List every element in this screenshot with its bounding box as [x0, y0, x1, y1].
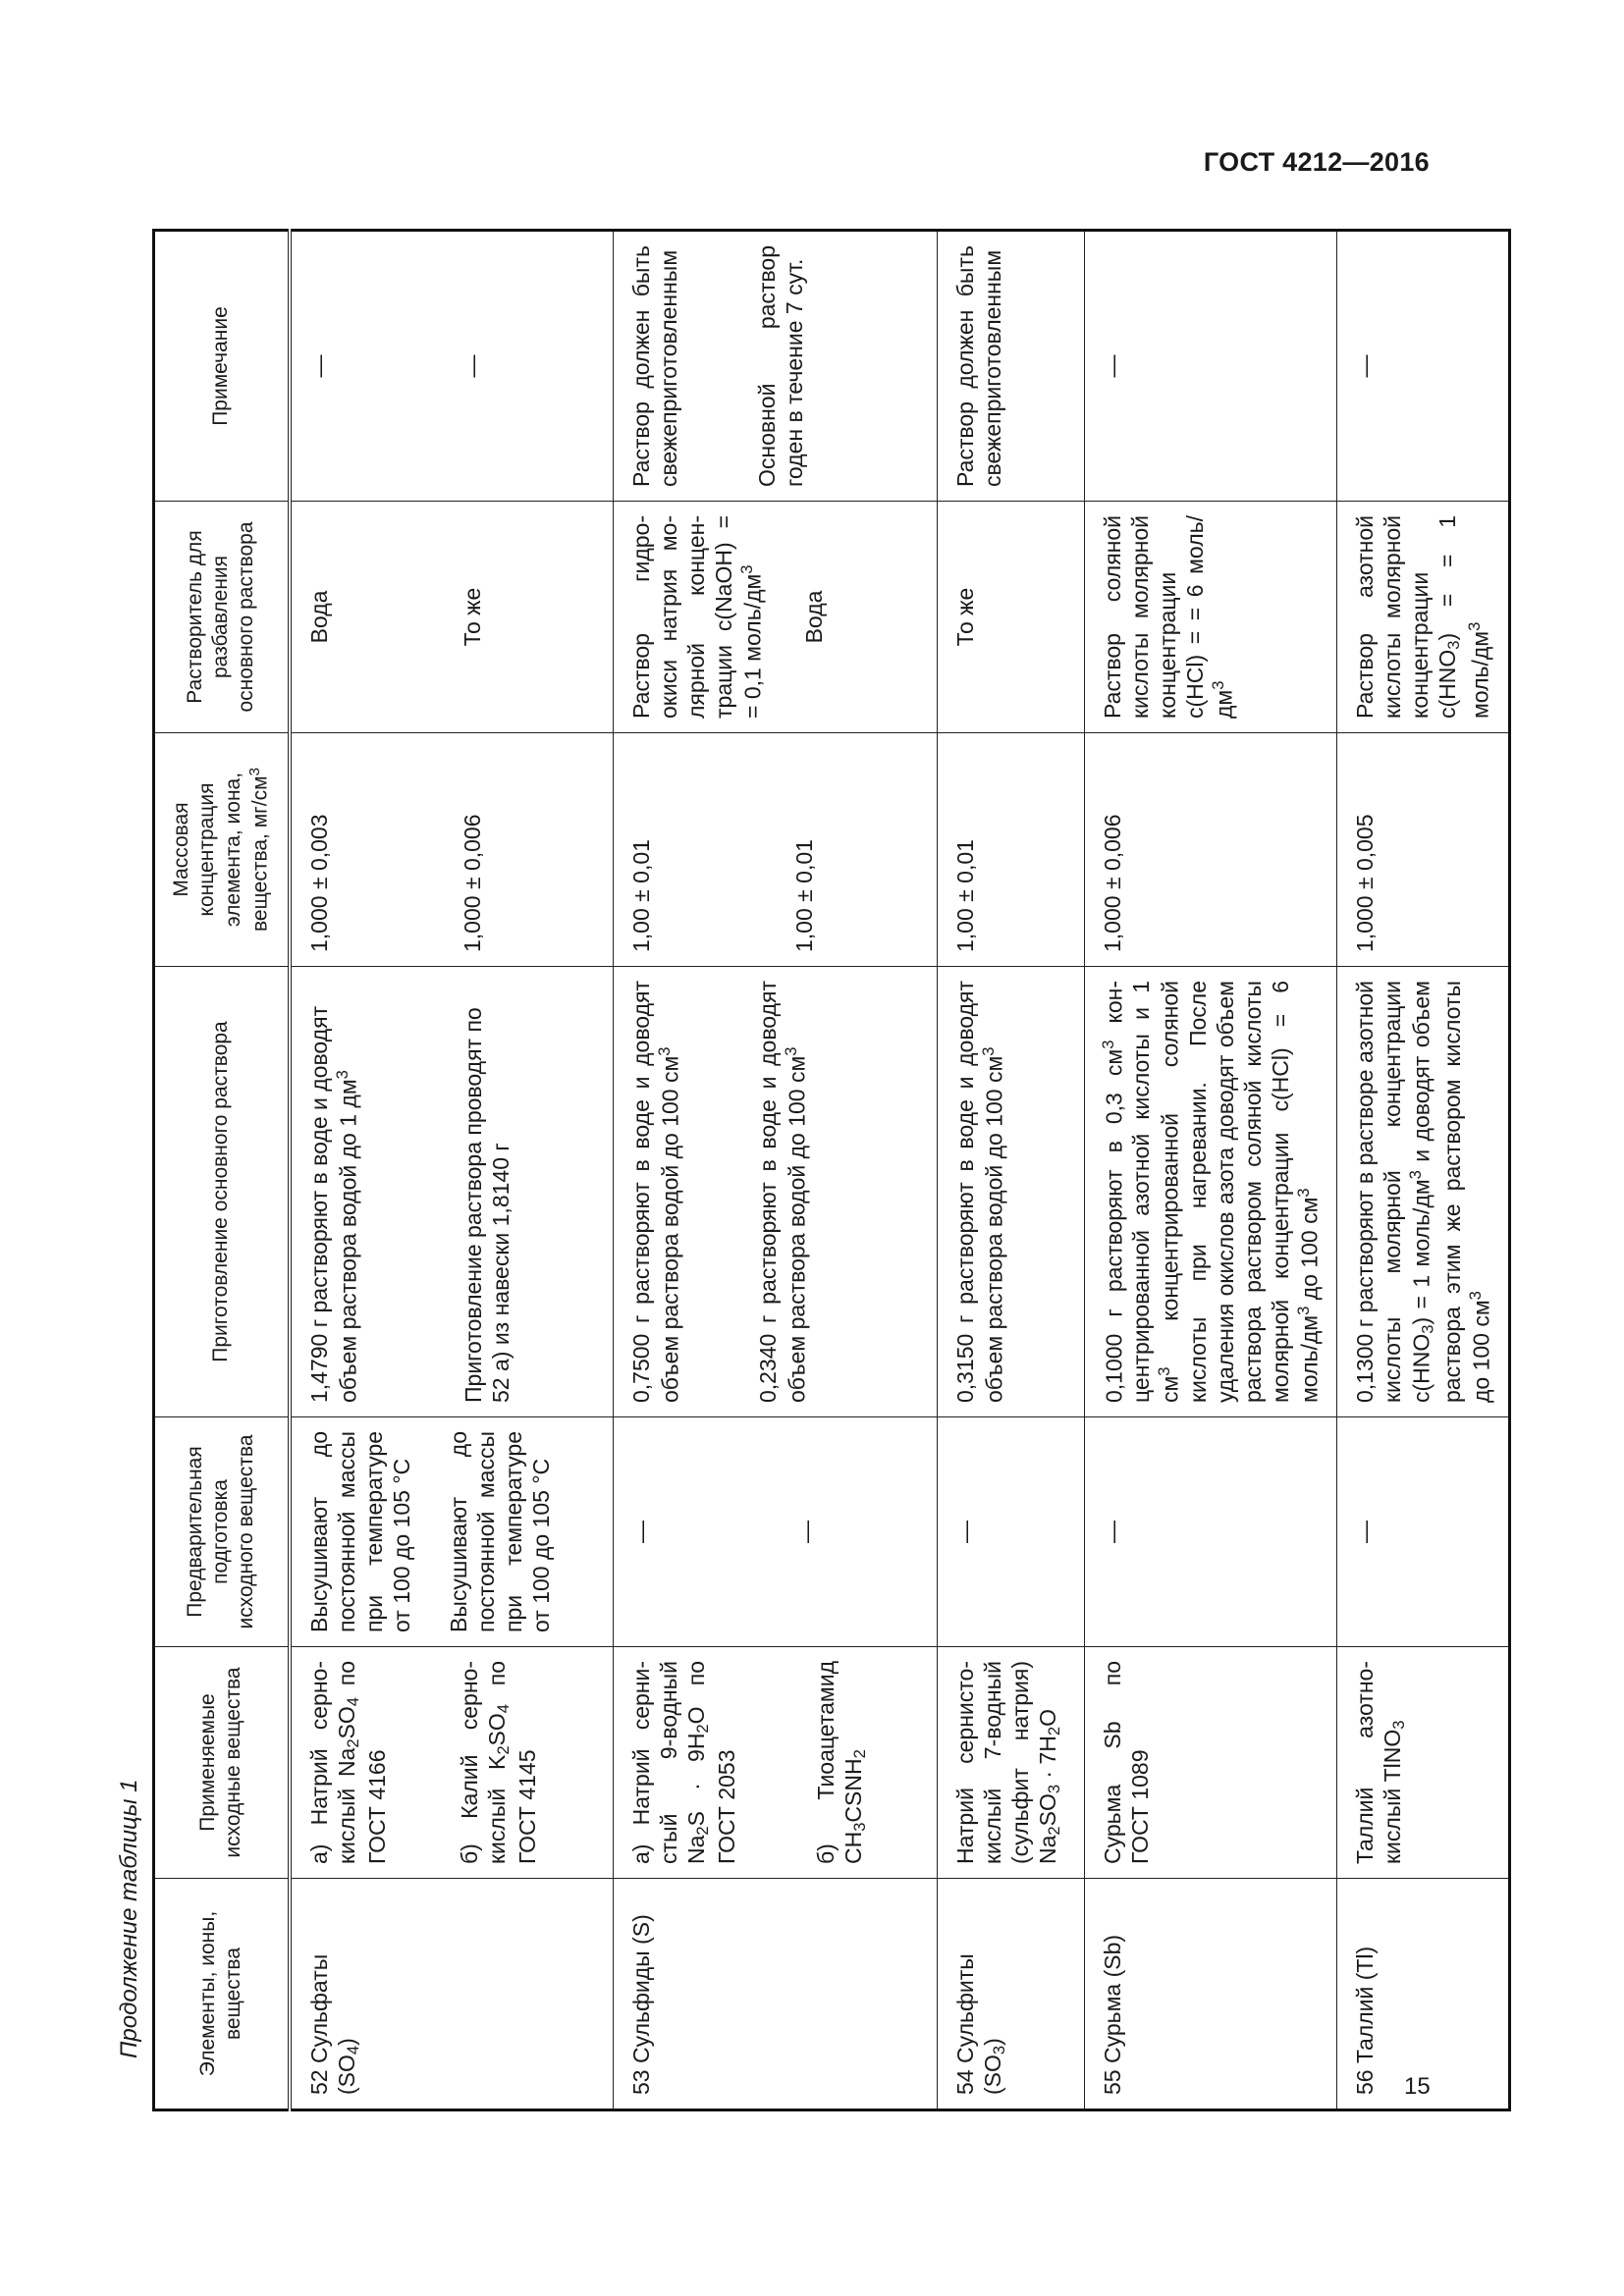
cell-solvent: Раствор соляной кислоты молярной концентрации c(HCl) = = 6 моль/$дм^3$ [1085, 502, 1337, 733]
col-header-mass-concentration: Массовая концентрация элемента, иона, вещества, $мг/см^3$ [154, 733, 290, 967]
cell-concentration: 1,00 ± 0,01 [938, 733, 1085, 967]
col-header-note: Примечание [154, 231, 290, 502]
cell-stock-solution: 0,3150 г растворяют в воде и доводят объем раствора водой до 100 $см^3$ [938, 967, 1085, 1417]
table-caption: Продолжение таблицы 1 [116, 1779, 142, 2058]
col-header-preparation: Предварительная подготовка исходного вещества [154, 1417, 290, 1647]
cell-stock-solution: 0,1000 г растворяют в 0,3 $см^3$ концентрированной азотной кислоты и 1 $см^3$ концентрированной соляной кислоты при нагревании. После удаления окислов азота доводят объем раствора раствором соляной кислоты молярной концентрации c(HCl) = 6 моль/$дм^3$ до 100 $см^3$ [1085, 967, 1337, 1417]
cell-note: — — [290, 231, 614, 502]
col-header-elements: Элементы, ионы, вещества [154, 1879, 290, 2110]
cell-element: 52 Сульфаты $(SO_4)$ [290, 1879, 614, 2110]
rotated-table-block [106, 192, 1494, 2111]
cell-source: а) Натрий сернистый 9-водный $Na_2S \cdot 9H_2O$ по ГОСТ 2053 б) Тиоацетамид $CH_3CSNH_2$ [614, 1647, 938, 1879]
table-row-54 [938, 231, 1085, 2110]
cell-source: Сурьма Sb по ГОСТ 1089 [1085, 1647, 1337, 1879]
page-number: 15 [1404, 2073, 1431, 2100]
col-header-stock-solution: Приготовление основного раствора [154, 967, 290, 1417]
table-row-52 [290, 231, 614, 2110]
cell-concentration: 1,000 ± 0,006 [1085, 733, 1337, 967]
cell-stock-solution: 1,4790 г растворяют в воде и доводят объем раствора водой до 1 $дм^3$ Приготовление раствора проводят по 52 а) из навески 1,8140 г [290, 967, 614, 1417]
cell-preparation: Высушивают до постоянной массы при температуре от 100 до 105 °С Высушивают до постоянной массы при температуре от 100 до 105 °С [290, 1417, 614, 1647]
cell-concentration: 1,00 ± 0,01 1,00 ± 0,01 [614, 733, 938, 967]
cell-concentration: 1,000 ± 0,005 [1337, 733, 1510, 967]
reagents-table [152, 229, 1511, 2111]
cell-element: 54 Сульфиты $(SO_3)$ [938, 1879, 1085, 2110]
cell-element: 53 Сульфиды (S) [614, 1879, 938, 2110]
cell-preparation: — [1085, 1417, 1337, 1647]
cell-stock-solution: 0,1300 г растворяют в растворе азотной кислоты молярной концентрации $c(HNO_3) = 1$ моль/$дм^3$ и доводят объем раствора этим же раствором кислоты до 100 $см^3$ [1337, 967, 1510, 1417]
table-row-55 [1085, 231, 1337, 2110]
table-row-53 [614, 231, 938, 2110]
cell-solvent: Вода То же [290, 502, 614, 733]
cell-concentration: 1,000 ± 0,003 1,000 ± 0,006 [290, 733, 614, 967]
cell-solvent: Раствор гидроокиси натрия молярной концентрации c(NaOH) = = 0,1 моль/$дм^3$ Вода [614, 502, 938, 733]
cell-element: 56 Таллий (Tl) [1337, 1879, 1510, 2110]
cell-preparation: — [938, 1417, 1085, 1647]
table-row-56 [1337, 231, 1510, 2110]
cell-preparation: — [1337, 1417, 1510, 1647]
cell-note: Раствор должен быть свежеприготовленным Основной раствор годен в течение 7 сут. [614, 231, 938, 502]
cell-solvent: То же [938, 502, 1085, 733]
cell-source [290, 1647, 614, 1879]
col-header-solvent: Растворитель для разбавления основного раствора [154, 502, 290, 733]
cell-stock-solution: 0,7500 г растворяют в воде и доводят объем раствора водой до 100 $см^3$ 0,2340 г растворяют в воде и доводят объем раствора водой до 100 $см^3$ [614, 967, 938, 1417]
cell-note: Раствор должен быть свежеприготовленным [938, 231, 1085, 502]
cell-element: 55 Сурьма (Sb) [1085, 1879, 1337, 2110]
cell-solvent: Раствор азотной кислоты молярной концентрации $c(HNO_3)$ = = 1 моль/$дм^3$ [1337, 502, 1510, 733]
col-header-source-substances: Применяемые исходные вещества [154, 1647, 290, 1879]
source-a: а) Натрий сернокислый $Na_2SO_4$ по ГОСТ 4166 [305, 1661, 390, 1864]
cell-preparation: — — [614, 1417, 938, 1647]
cell-note: — [1337, 231, 1510, 502]
standard-code: ГОСТ 4212—2016 [1203, 147, 1430, 177]
cell-source: Натрий сернистокислый 7-водный (сульфит натрия) $Na_2SO_3 \cdot 7H_2O$ [938, 1647, 1085, 1879]
header-row [154, 231, 290, 2110]
cell-note: — [1085, 231, 1337, 502]
source-b: б) Калий сернокислый $K_2SO_4$ по ГОСТ 4145 [456, 1661, 541, 1864]
cell-source: Таллий азотнокислый TlNO$_3$ [1337, 1647, 1510, 1879]
